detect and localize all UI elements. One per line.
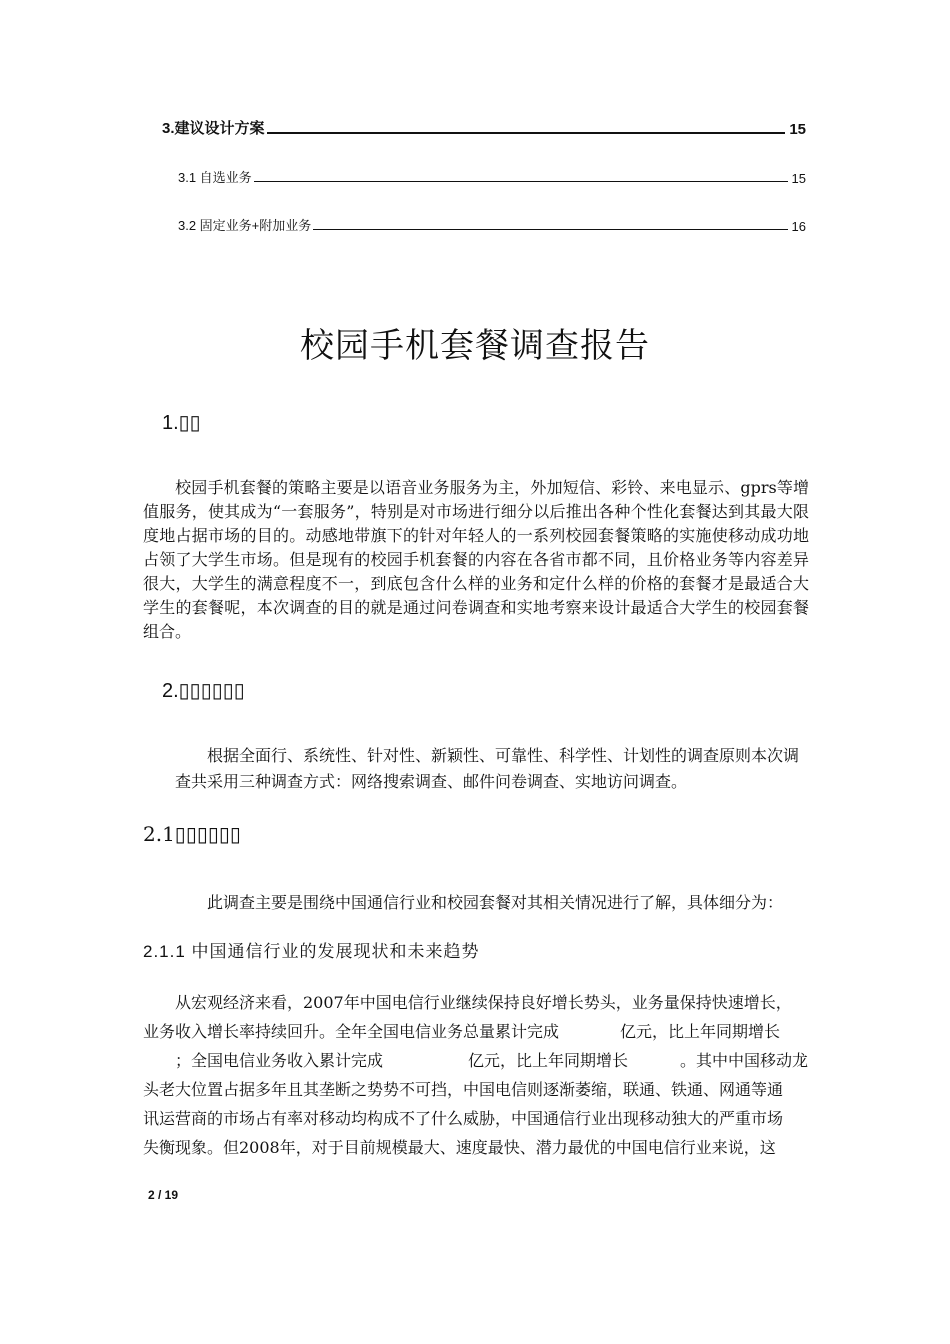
toc-entry-label: 3.建议设计方案 xyxy=(162,120,265,137)
section-1-heading: 1.▯▯ xyxy=(162,412,201,434)
body-line-1: 从宏观经济来看，2007年中国电信行业继续保持良好增长势头，业务量保持快速增长， xyxy=(175,993,792,1012)
page-number: 2 / 19 xyxy=(148,1188,179,1202)
section-2-text: 根据全面行、系统性、针对性、新颖性、可靠性、科学性、计划性的调查原则本次调查共采用三种调查方式：网络搜索调查、邮件问卷调查、实地访问调查。 xyxy=(175,746,800,791)
section-2-body xyxy=(175,743,809,795)
section-2-heading: 2.▯▯▯▯▯▯ xyxy=(162,680,245,702)
body-line-2b: 亿元，比上年同期增长 xyxy=(620,1022,781,1041)
section-1-body xyxy=(143,476,809,644)
toc-entry-3-2[interactable] xyxy=(178,215,806,234)
body-line-3b: 亿元，比上年同期增长 xyxy=(468,1051,629,1070)
body-line-6: 失衡现象。但2008年，对于目前规模最大、速度最快、潜力最优的中国电信行业来说，这 xyxy=(143,1138,776,1157)
section-2-1-1-heading: 2.1.1 中国通信行业的发展现状和未来趋势 xyxy=(143,942,480,961)
toc-leader-line xyxy=(254,181,788,182)
toc-leader-line xyxy=(267,132,786,134)
toc-entry-3[interactable] xyxy=(162,117,806,138)
toc-entry-label: 3.1 自选业务 xyxy=(178,170,252,185)
section-2-1-heading: 2.1▯▯▯▯▯▯ xyxy=(143,822,241,846)
section-2-1-body: 此调查主要是围绕中国通信行业和校园套餐对其相关情况进行了解，具体细分为： xyxy=(207,893,784,912)
body-line-5: 讯运营商的市场占有率对移动均构成不了什么威胁，中国通信行业出现移动独大的严重市场 xyxy=(143,1109,784,1128)
toc-entry-page: 15 xyxy=(789,121,806,138)
body-line-4: 头老大位置占据多年且其垄断之势势不可挡，中国电信则逐渐萎缩，联通、铁通、网通等通 xyxy=(143,1080,784,1099)
body-line-2a: 业务收入增长率持续回升。全年全国电信业务总量累计完成 xyxy=(143,1022,560,1041)
toc-leader-line xyxy=(313,229,787,230)
section-1-text: 校园手机套餐的策略主要是以语音业务服务为主，外加短信、彩铃、来电显示、gprs等增值服务，使其成为“一套服务”，特别是对市场进行细分以后推出各种个性化套餐达到其最大限度地占据市场的目的。动感地带旗下的针对年轻人的一系列校园套餐策略的实施使移动成功地占领了大学生市场。但是现有的校园手机套餐的内容在各省市都不同，且价格业务等内容差异很大，大学生的满意程度不一，到底包含什么样的业务和定什么样的价格的套餐才是最适合大学生的套餐呢，本次调查的目的就是通过问卷调查和实地考察来设计最适合大学生的校园套餐组合。 xyxy=(143,478,809,641)
body-line-3a: ；全国电信业务收入累计完成 xyxy=(175,1051,384,1070)
document-title: 校园手机套餐调查报告 xyxy=(300,326,650,366)
toc-entry-page: 16 xyxy=(791,219,806,234)
body-line-3c: 。其中中国移动龙 xyxy=(680,1051,809,1070)
toc-entry-3-1[interactable] xyxy=(178,167,806,186)
toc-entry-label: 3.2 固定业务+附加业务 xyxy=(178,218,312,233)
toc-entry-page: 15 xyxy=(791,171,806,186)
